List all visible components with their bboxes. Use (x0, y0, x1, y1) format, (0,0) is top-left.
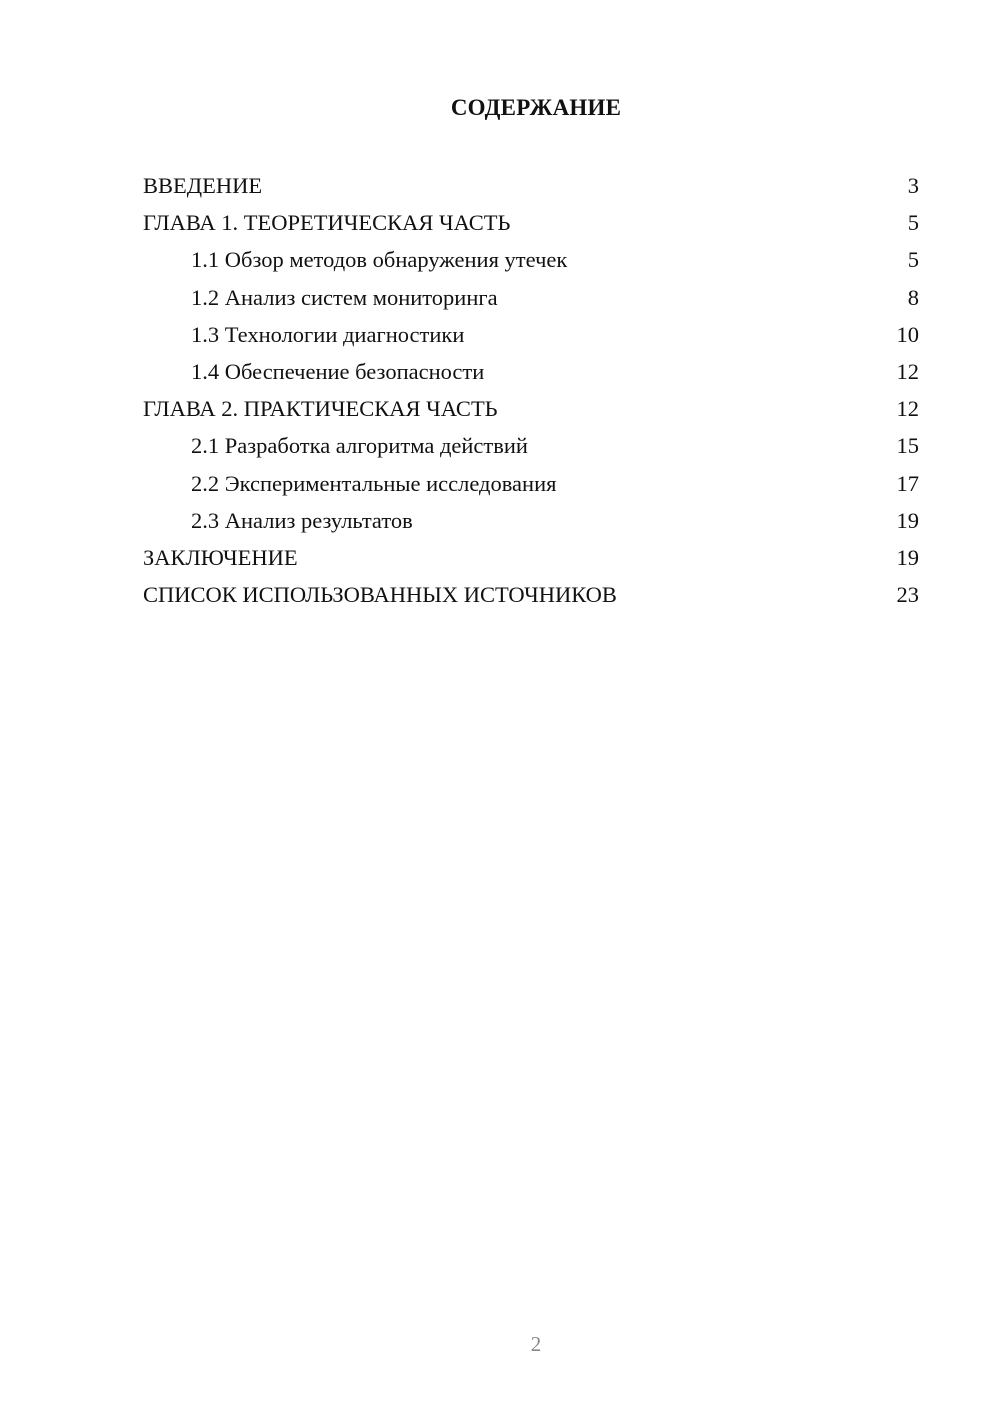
toc-entry-page: 12 (896, 358, 919, 384)
toc-entry-label: СПИСОК ИСПОЛЬЗОВАННЫХ ИСТОЧНИКОВ (143, 582, 617, 608)
toc-entry-section-1-3 (143, 316, 919, 353)
toc-entry-conclusion (143, 539, 919, 576)
toc-entry-page: 19 (896, 507, 919, 533)
toc-entry-label: ГЛАВА 2. ПРАКТИЧЕСКАЯ ЧАСТЬ (143, 396, 498, 422)
toc-entry-label: ГЛАВА 1. ТЕОРЕТИЧЕСКАЯ ЧАСТЬ (143, 210, 511, 236)
toc-entry-page: 17 (896, 470, 919, 496)
toc-entry-section-1-4 (143, 353, 919, 390)
toc-entry-section-1-2 (143, 279, 919, 316)
toc-entry-label: ЗАКЛЮЧЕНИЕ (143, 544, 298, 570)
table-of-contents (143, 167, 919, 613)
toc-entry-introduction (143, 167, 919, 204)
page-number: 2 (530, 1332, 542, 1356)
toc-entry-label: 1.1 Обзор методов обнаружения утечек (191, 247, 568, 273)
toc-entry-label: 2.1 Разработка алгоритма действий (191, 433, 528, 459)
toc-entry-page: 5 (907, 210, 919, 236)
toc-entry-page: 8 (907, 284, 919, 310)
toc-entry-section-2-2 (143, 465, 919, 502)
toc-entry-label: 2.3 Анализ результатов (191, 507, 413, 533)
toc-entry-chapter-1 (143, 204, 919, 241)
toc-entry-page: 23 (896, 582, 919, 608)
toc-entry-page: 15 (896, 433, 919, 459)
toc-entry-page: 3 (907, 173, 919, 198)
toc-entry-label: 1.2 Анализ систем мониторинга (191, 284, 498, 310)
toc-entry-section-2-1 (143, 427, 919, 464)
toc-entry-page: 10 (896, 321, 919, 347)
toc-entry-label: 2.2 Экспериментальные исследования (191, 470, 557, 496)
toc-entry-references (143, 576, 919, 613)
toc-entry-section-1-1 (143, 241, 919, 278)
toc-entry-page: 5 (907, 247, 919, 273)
toc-entry-page: 19 (896, 544, 919, 570)
toc-entry-label: 1.4 Обеспечение безопасности (191, 358, 485, 384)
toc-entry-label: ВВЕДЕНИЕ (143, 173, 263, 198)
toc-entry-page: 12 (896, 396, 919, 422)
page-title: СОДЕРЖАНИЕ (450, 95, 622, 120)
toc-entry-chapter-2 (143, 390, 919, 427)
toc-entry-label: 1.3 Технологии диагностики (191, 321, 465, 347)
toc-entry-section-2-3 (143, 502, 919, 539)
